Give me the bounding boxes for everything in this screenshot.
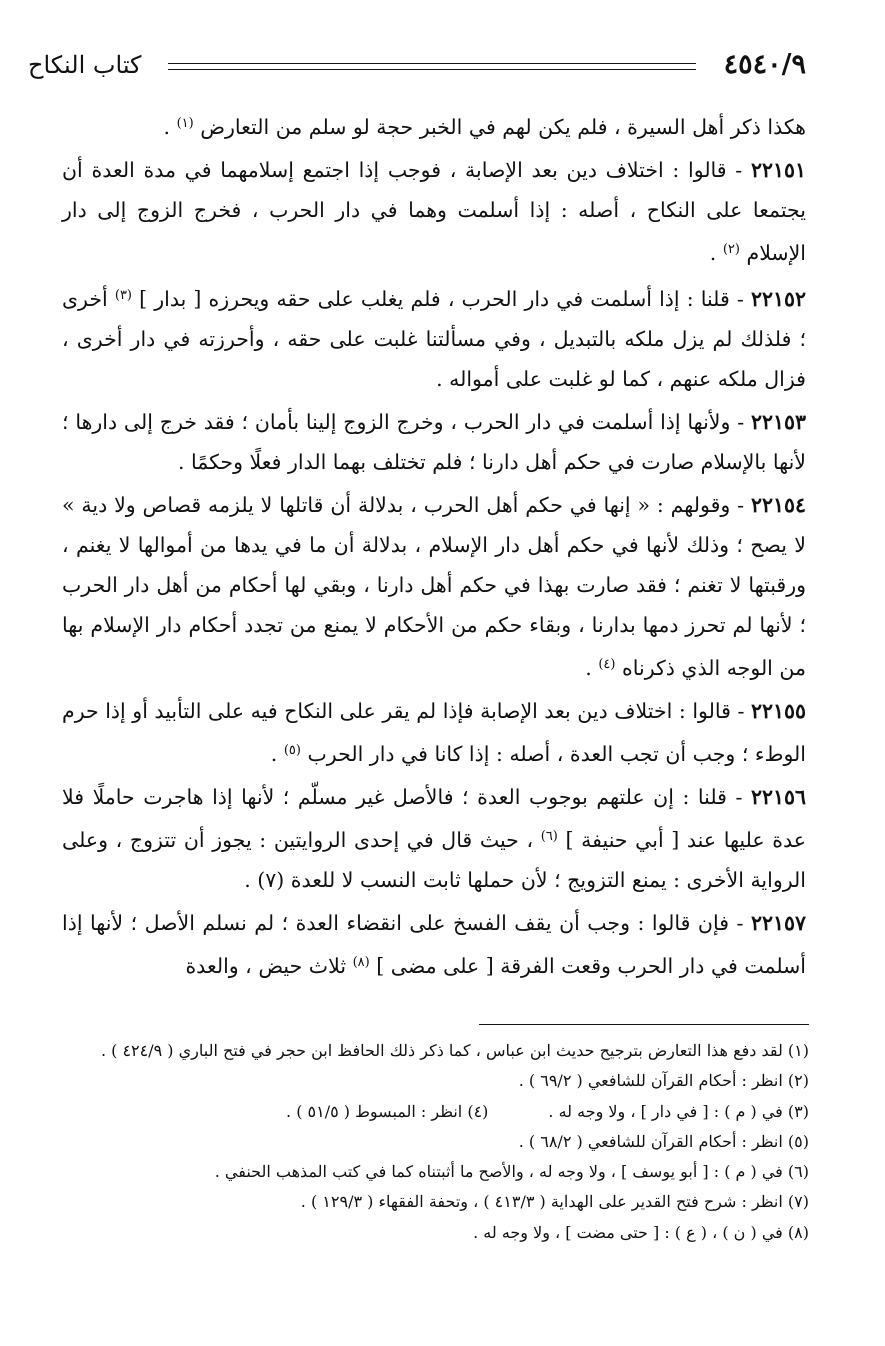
paragraph-number: ٢٢١٥٢ [750, 287, 806, 311]
chapter-title: كتاب النكاح [28, 51, 142, 79]
footnote-ref: (٨) [352, 955, 370, 970]
paragraph-text: - قالوا : اختلاف دين بعد الإصابة ، فوجب إذا اجتمع إسلامهما في مدة العدة أن يجتمعا على النكاح ، أصله : إذا أسلمت وهما في دار الحرب ، فخرج الزوج إلى دار الإسلام [62, 158, 806, 265]
paragraph-number: ٢٢١٥١ [750, 158, 806, 182]
footnote-ref: (١) [176, 116, 194, 131]
paragraph-tail: أخرى ؛ فلذلك لم يزل ملكه بالتبديل ، وفي مسألتنا غلبت على حقه ، وأحرزته في دار أخرى ، فزال ملكه عنهم ، كما لو غلبت على أمواله . [62, 287, 806, 391]
paragraph-text: - قالوا : اختلاف دين بعد الإصابة فإذا لم يقر على النكاح فيه على التأبيد أو إذا حرم الوطء ؛ وجب أن تجب العدة ، أصله : إذا كانا في دار الحرب [62, 699, 806, 766]
footnote: (٣) في ( م ) : [ في دار ] ، ولا وجه له . [548, 1101, 809, 1121]
footnote: (٦) في ( م ) : [ أبو يوسف ] ، ولا وجه له ، والأصح ما أثبتناه كما في كتب المذهب الحنفي . [214, 1162, 809, 1182]
paragraph-number: ٢٢١٥٧ [750, 911, 806, 935]
paragraph-text: - فإن قالوا : وجب أن يقف الفسخ على انقضاء العدة ؛ لم نسلم الأصل ؛ لأنها إذا أسلمت في دار الحرب وقعت الفرقة [ على مضى ] [62, 911, 806, 978]
footnote: (١) لقد دفع هذا التعارض بترجيح حديث ابن عباس ، كما ذكر ذلك الحافظ ابن حجر في فتح الباري ( ٤٢٤/٩ ) . [100, 1041, 809, 1060]
paragraph-number: ٢٢١٥٣ [750, 410, 806, 434]
page-number: ٤٥٤٠/٩ [723, 49, 806, 80]
paragraph [62, 402, 806, 482]
footnotes [69, 1036, 809, 1248]
paragraph-text: هكذا ذكر أهل السيرة ، فلم يكن لهم في الخبر حجة لو سلم من التعارض [200, 115, 806, 139]
header-rule [168, 63, 696, 70]
paragraph-tail: . [163, 115, 177, 139]
paragraph-tail: . [709, 241, 723, 265]
main-text [62, 104, 806, 986]
paragraph-number: ٢٢١٥٥ [750, 699, 806, 723]
paragraph [62, 150, 806, 273]
paragraph [62, 276, 806, 399]
paragraph-text: - وقولهم : « إنها في حكم أهل الحرب ، بدلالة أن قاتلها لا يلزمه قصاص ولا دية » لا يصح ؛ وذلك لأنها في حكم أهل دار الإسلام ، بدلالة أن ما في يدها من أموالها لا يغنم ، ورقبتها لا تغنم ؛ فقد صارت بهذا في حكم أهل دارنا ، وبقي لها أحكام من أهل دار الحرب ؛ لأنها لم تحرز دمها بدارنا ، وبقاء حكم من الأحكام لا يمنع من تجدد أحكام دار الإسلام بها من الوجه الذي ذكرناه [62, 493, 806, 680]
footnote: (٢) انظر : أحكام القرآن للشافعي ( ٦٩/٢ ) . [518, 1071, 809, 1091]
running-header [28, 48, 806, 82]
paragraph [62, 903, 806, 986]
paragraph-tail: . [270, 742, 284, 766]
paragraph-tail: ثلاث حيض ، والعدة [185, 954, 353, 978]
paragraph-number: ٢٢١٥٤ [750, 493, 806, 517]
footnote-ref: (٣) [114, 288, 132, 303]
paragraph-text: - قلنا : إن علتهم بوجوب العدة ؛ فالأصل غير مسلّم ؛ لأنها إذا هاجرت حاملًا فلا عدة عليها عند [ أبي حنيفة ] [62, 785, 806, 852]
footnote: (٨) في ( ن ) ، ( ع ) : [ حتى مضت ] ، ولا وجه له . [473, 1222, 809, 1242]
paragraph [62, 691, 806, 774]
footnote: (٤) انظر : المبسوط ( ٥١/٥ ) . [286, 1101, 489, 1121]
footnote-row [69, 1097, 809, 1127]
footnote: (٥) انظر : أحكام القرآن للشافعي ( ٦٨/٢ ) . [518, 1131, 809, 1151]
paragraph-tail: . [585, 656, 599, 680]
footnote-ref: (٥) [283, 743, 301, 758]
paragraph-text: - قلنا : إذا أسلمت في دار الحرب ، فلم يغلب على حقه ويحرزه [ بدار ] [139, 287, 751, 311]
paragraph-text: - ولأنها إذا أسلمت في دار الحرب ، وخرج الزوج إلينا بأمان ؛ فقد خرج إلى دارها ؛ لأنها بالإسلام صارت في حكم أهل دارنا ؛ فلم تختلف بهما الدار فعلًا وحكمًا . [62, 410, 806, 474]
footnote-ref: (٤) [598, 657, 616, 672]
footnote-separator [479, 1024, 809, 1025]
paragraph [62, 485, 806, 688]
footnote: (٧) انظر : شرح فتح القدير على الهداية ( ٤١٣/٣ ) ، وتحفة الفقهاء ( ١٢٩/٣ ) . [300, 1192, 809, 1212]
paragraph [62, 104, 806, 147]
footnote-ref: (٢) [722, 242, 740, 257]
paragraph [62, 777, 806, 900]
footnote-ref: (٦) [540, 829, 558, 844]
paragraph-number: ٢٢١٥٦ [750, 785, 806, 809]
paragraph-tail: ، حيث قال في إحدى الروايتين : يجوز أن تتزوج ، وعلى الرواية الأخرى : يمنع التزويج ؛ لأن حملها ثابت النسب لا للعدة (٧) . [62, 828, 806, 892]
